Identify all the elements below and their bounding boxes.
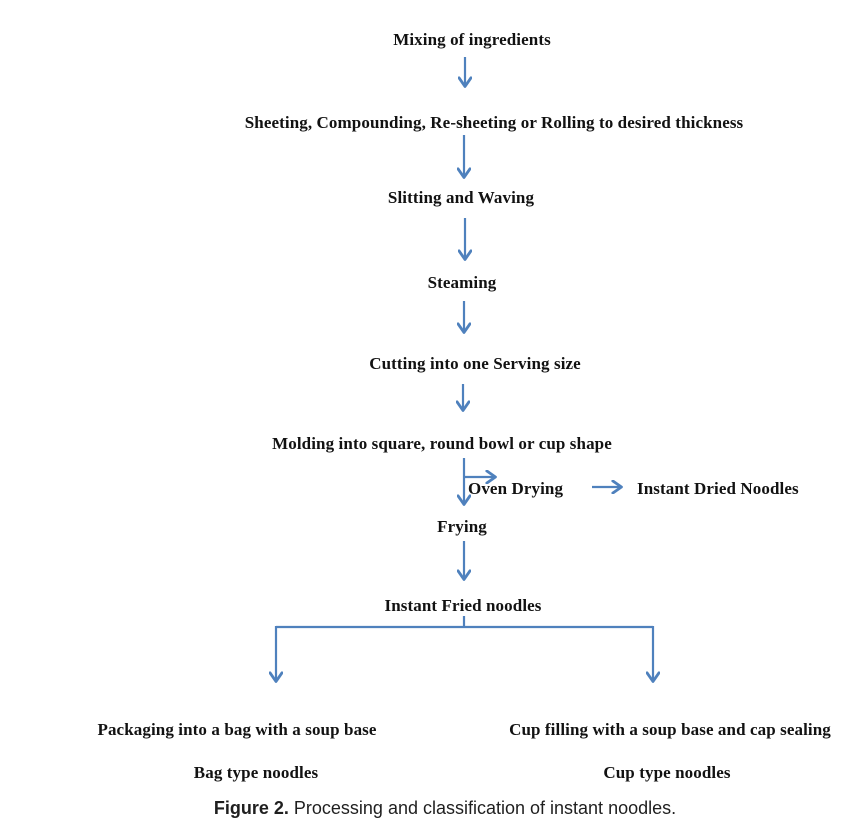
node-slitting: Slitting and Waving: [387, 188, 535, 207]
node-cup-filling: Cup filling with a soup base and cap sealing: [509, 720, 831, 739]
node-oven-drying: Oven Drying: [468, 479, 564, 498]
figure-caption: [214, 798, 676, 819]
node-cup-type: Cup type noodles: [603, 763, 731, 782]
node-instant-fried: Instant Fried noodles: [384, 596, 542, 615]
node-cutting: Cutting into one Serving size: [369, 354, 581, 373]
node-bag-type: Bag type noodles: [193, 763, 319, 782]
node-mixing: Mixing of ingredients: [393, 30, 551, 49]
node-instant-dried: Instant Dried Noodles: [637, 479, 799, 498]
figure-caption-text: Processing and classification of instant noodles.: [293, 798, 677, 818]
node-steaming: Steaming: [427, 273, 497, 292]
node-molding: Molding into square, round bowl or cup shape: [272, 434, 612, 453]
figure-caption-number: Figure 2.: [213, 798, 289, 818]
node-sheeting: Sheeting, Compounding, Re-sheeting or Rolling to desired thickness: [244, 113, 744, 132]
node-packaging-bag: Packaging into a bag with a soup base: [97, 720, 377, 739]
node-frying: Frying: [437, 517, 487, 536]
